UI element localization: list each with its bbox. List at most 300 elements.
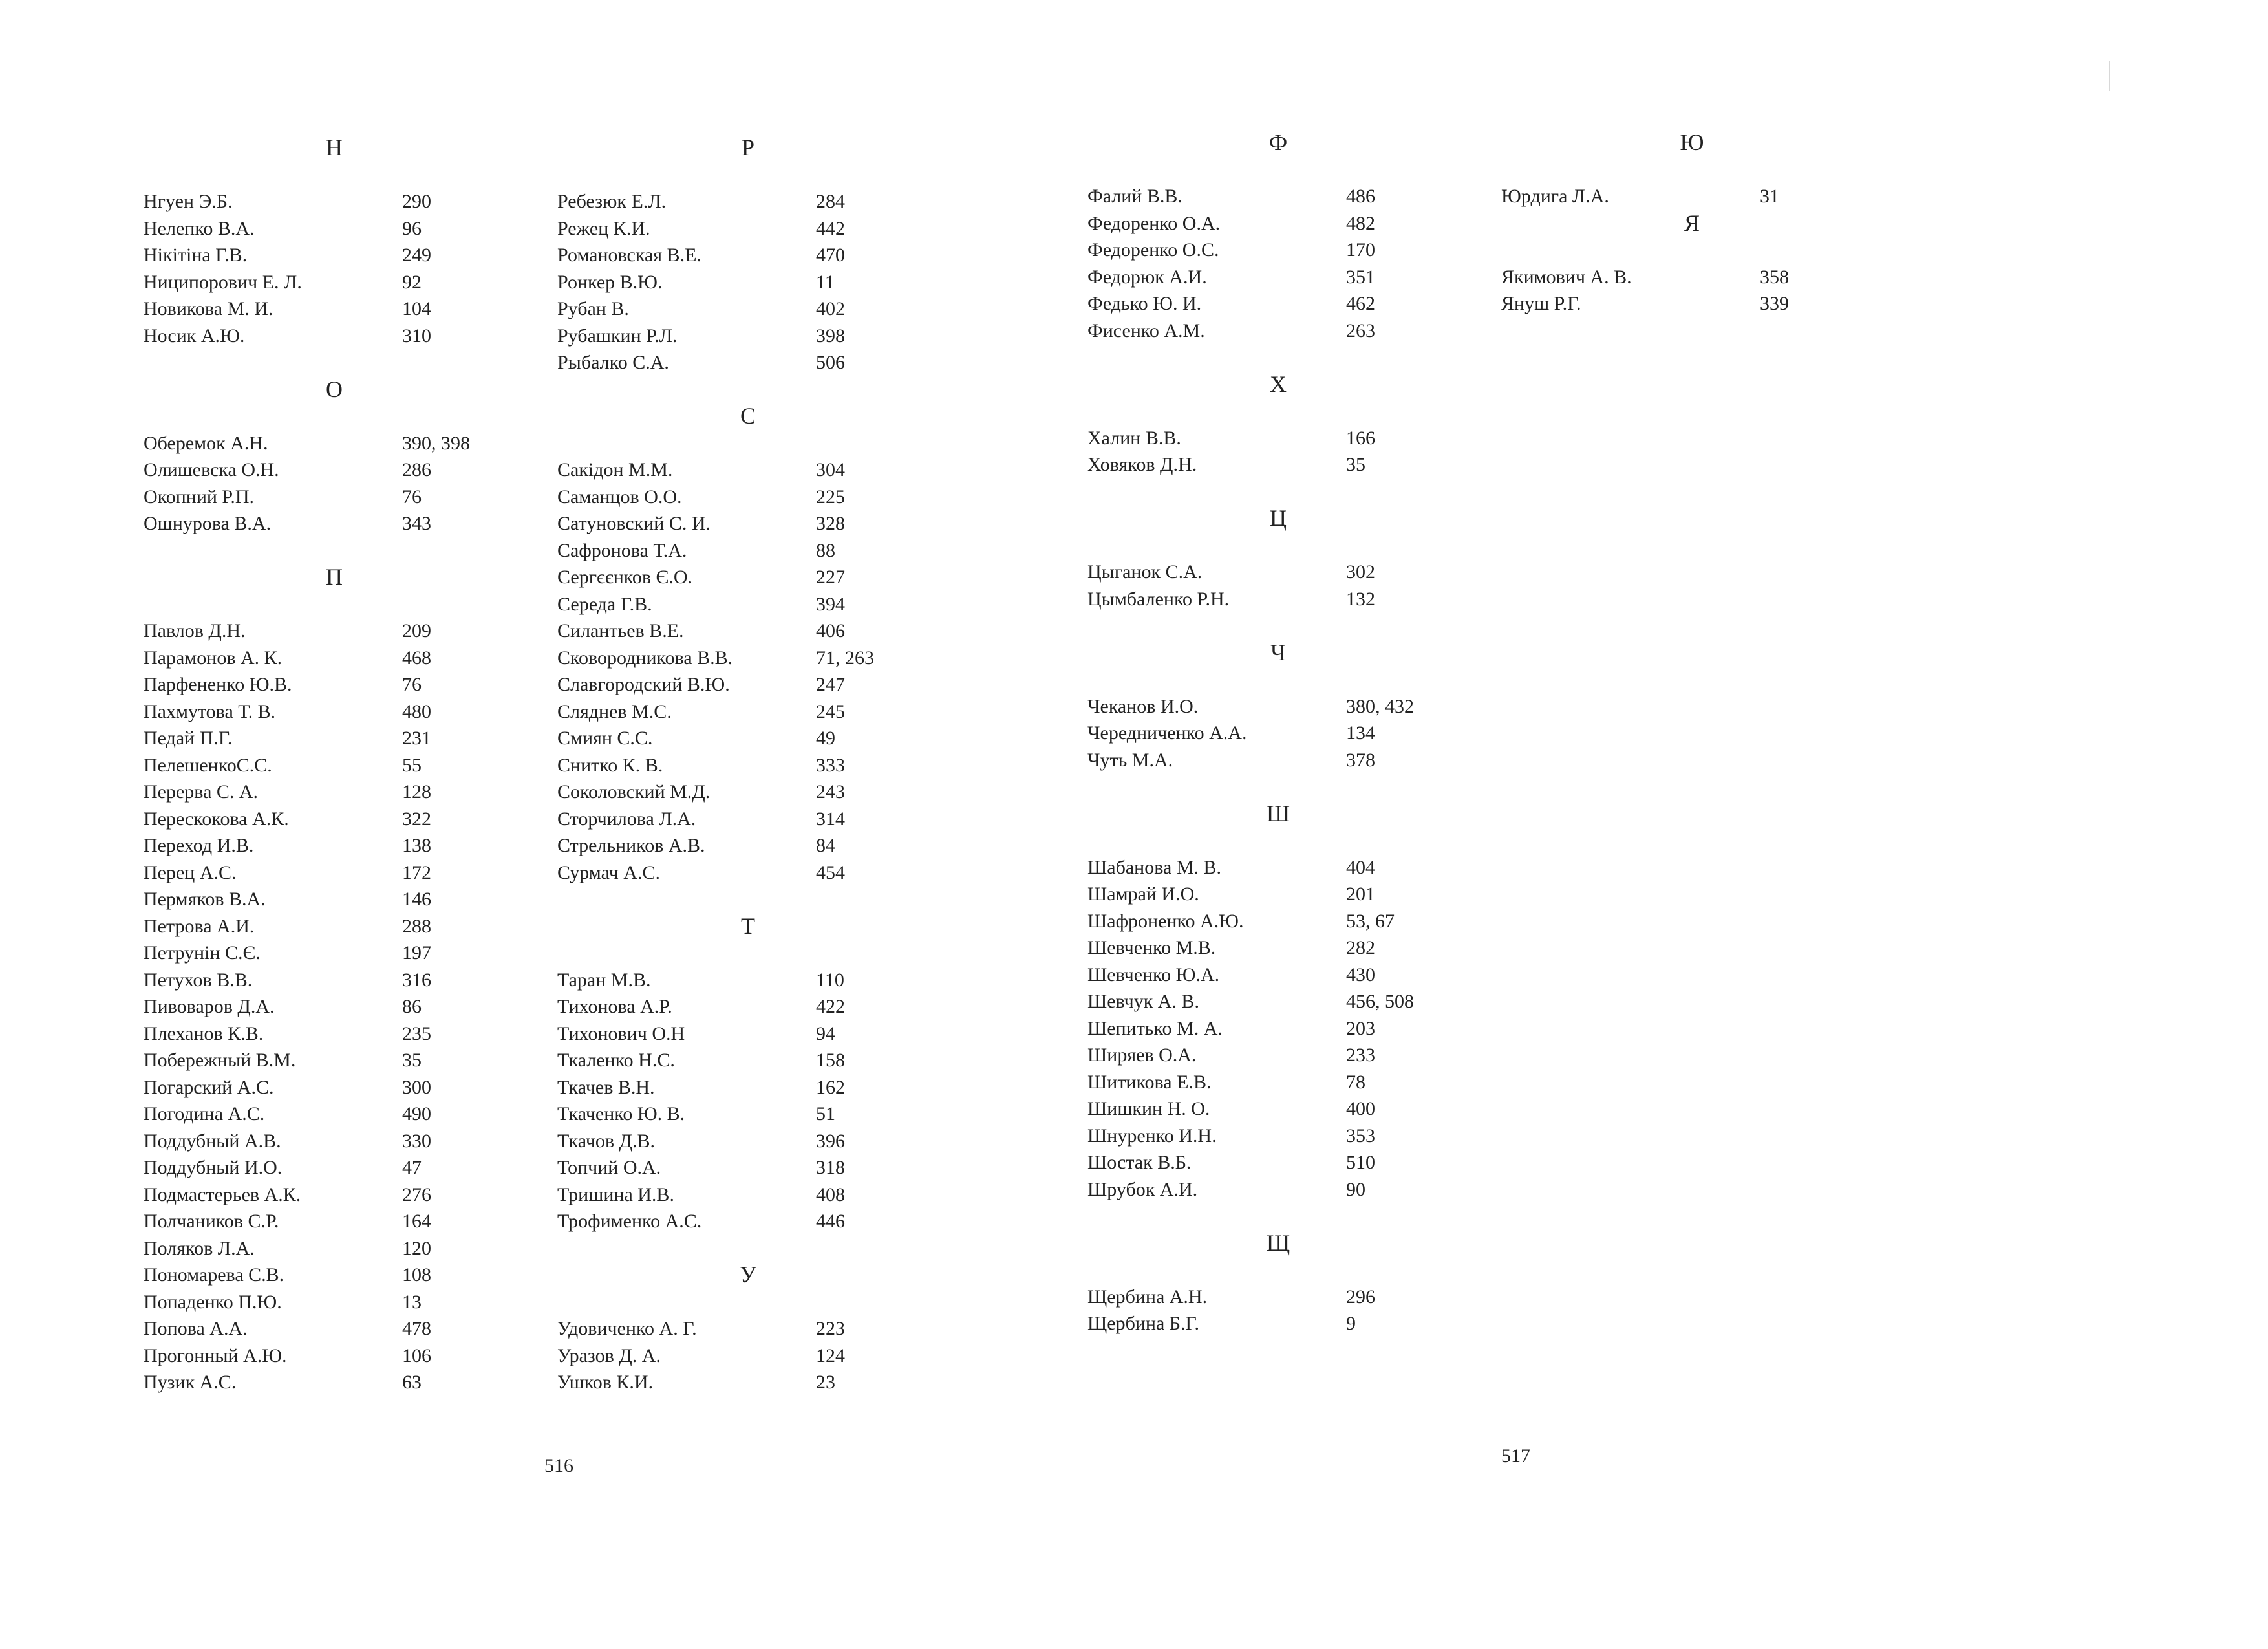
index-entry	[1087, 290, 1501, 318]
index-entry	[144, 886, 557, 913]
entry-pages: 404	[1346, 856, 1375, 878]
section-spacer	[557, 886, 971, 913]
entry-pages: 353	[1346, 1125, 1375, 1147]
section-spacer	[1087, 156, 1501, 184]
entry-name: Соколовский М.Д.	[557, 781, 711, 803]
entry-pages: 358	[1760, 266, 1789, 288]
section-spacer	[144, 591, 557, 618]
index-entry	[1087, 264, 1501, 291]
entry-name: Ховяков Д.Н.	[1087, 454, 1197, 475]
entry-name: Топчий О.А.	[557, 1157, 661, 1178]
index-entry	[557, 1020, 971, 1048]
index-entry	[1087, 237, 1501, 264]
index-entry	[557, 967, 971, 994]
entry-pages: 51	[816, 1103, 835, 1125]
entry-name: Шевченко М.В.	[1087, 937, 1216, 958]
index-column-1	[144, 135, 557, 1396]
entry-pages: 225	[816, 486, 845, 508]
index-entry	[144, 1315, 557, 1342]
entry-name: Шостак В.Б.	[1087, 1152, 1192, 1173]
entry-pages: 296	[1346, 1286, 1375, 1308]
entry-pages: 88	[816, 539, 835, 561]
entry-pages: 172	[402, 861, 431, 883]
index-entry	[557, 1342, 971, 1370]
entry-name: Поддубный А.В.	[144, 1130, 281, 1152]
entry-name: Оберемок А.Н.	[144, 432, 268, 454]
entry-name: Погарский А.С.	[144, 1076, 274, 1098]
scan-edge-mark	[2109, 61, 2110, 91]
entry-name: Рыбалко С.А.	[557, 352, 669, 373]
index-entry	[144, 832, 557, 859]
index-entry	[557, 591, 971, 618]
entry-pages: 86	[402, 996, 422, 1017]
entry-name: Ниципорович Е. Л.	[144, 271, 302, 293]
entry-name: Петрова А.И.	[144, 915, 255, 937]
index-entry	[1087, 854, 1501, 881]
entry-name: Януш Р.Г.	[1501, 293, 1581, 314]
entry-pages: 110	[816, 969, 844, 991]
index-entry	[557, 1154, 971, 1181]
entry-name: Тихонова А.Р.	[557, 996, 672, 1017]
section-letter: Ю	[1680, 129, 1704, 155]
entry-pages: 9	[1346, 1313, 1356, 1334]
index-entry	[144, 859, 557, 887]
section-letter: Ш	[1266, 800, 1290, 826]
index-entry	[144, 1262, 557, 1289]
entry-pages: 108	[402, 1264, 431, 1286]
index-entry	[557, 269, 971, 296]
index-column-3	[1087, 129, 1501, 1337]
entry-pages: 233	[1346, 1044, 1375, 1066]
entry-pages: 231	[402, 727, 431, 749]
entry-name: Ошнурова В.А.	[144, 513, 272, 534]
index-entry	[144, 940, 557, 967]
entry-name: Нікітіна Г.В.	[144, 244, 248, 266]
entry-name: Фалий В.В.	[1087, 186, 1182, 207]
index-entry	[557, 671, 971, 698]
entry-pages: 263	[1346, 319, 1375, 341]
entry-pages: 380, 432	[1346, 695, 1414, 717]
entry-pages: 120	[402, 1237, 431, 1259]
entry-pages: 162	[816, 1076, 845, 1098]
entry-name: Чуть М.А.	[1087, 749, 1173, 771]
entry-pages: 124	[816, 1344, 845, 1366]
entry-name: Олишевска О.Н.	[144, 459, 279, 480]
index-entry	[1087, 908, 1501, 935]
index-entry	[1087, 183, 1501, 210]
entry-name: Шамрай И.О.	[1087, 883, 1199, 905]
index-entry	[557, 1101, 971, 1128]
entry-name: Окопний Р.П.	[144, 486, 255, 508]
entry-name: Федько Ю. И.	[1087, 293, 1202, 314]
entry-pages: 318	[816, 1157, 845, 1178]
index-entry	[557, 859, 971, 887]
entry-name: Сатуновский С. И.	[557, 513, 711, 534]
index-entry	[557, 323, 971, 350]
index-entry	[144, 618, 557, 645]
entry-name: Сафронова Т.А.	[557, 539, 687, 561]
entry-pages: 456, 508	[1346, 991, 1414, 1012]
entry-pages: 31	[1760, 186, 1779, 207]
index-entry	[1087, 1095, 1501, 1123]
entry-pages: 49	[816, 727, 835, 749]
index-entry	[557, 349, 971, 376]
entry-name: Таран М.В.	[557, 969, 651, 991]
section-spacer	[1087, 398, 1501, 425]
index-entry	[144, 1020, 557, 1048]
index-entry	[557, 537, 971, 565]
entry-name: Цыганок С.А.	[1087, 561, 1203, 583]
entry-pages: 470	[816, 244, 845, 266]
section-letter: Ч	[1270, 639, 1286, 665]
entry-name: Рубашкин Р.Л.	[557, 325, 678, 347]
index-entry	[557, 618, 971, 645]
entry-pages: 430	[1346, 964, 1375, 986]
entry-pages: 406	[816, 620, 845, 641]
entry-pages: 282	[1346, 937, 1375, 958]
section-spacer	[1087, 1256, 1501, 1284]
entry-name: Смиян С.С.	[557, 727, 653, 749]
section-letter: Т	[741, 912, 755, 939]
index-entry	[1087, 693, 1501, 720]
index-entry	[144, 323, 557, 350]
entry-name: Снитко К. В.	[557, 754, 663, 776]
entry-name: Плеханов К.В.	[144, 1022, 264, 1044]
entry-name: Полчаников С.Р.	[144, 1211, 279, 1232]
entry-pages: 398	[816, 325, 845, 347]
entry-pages: 84	[816, 835, 835, 856]
index-entry	[144, 1181, 557, 1209]
entry-pages: 322	[402, 808, 431, 830]
entry-pages: 13	[402, 1291, 422, 1313]
section-letter: Н	[326, 135, 343, 160]
entry-name: Поляков Л.А.	[144, 1237, 255, 1259]
entry-name: Пономарева С.В.	[144, 1264, 284, 1286]
entry-name: Трофименко А.С.	[557, 1211, 702, 1232]
entry-name: ПелешенкоС.С.	[144, 754, 272, 776]
index-entry	[1087, 1015, 1501, 1042]
entry-name: Ткаленко Н.С.	[557, 1050, 675, 1071]
entry-pages: 482	[1346, 212, 1375, 234]
section-spacer	[557, 940, 971, 967]
index-entry	[1501, 183, 1915, 210]
index-entry	[557, 752, 971, 779]
entry-pages: 227	[816, 566, 845, 588]
entry-name: Середа Г.В.	[557, 593, 652, 615]
entry-pages: 201	[1346, 883, 1375, 905]
entry-pages: 442	[816, 217, 845, 239]
index-entry	[144, 806, 557, 833]
index-entry	[557, 779, 971, 806]
index-entry	[557, 1369, 971, 1396]
entry-name: Погодина А.С.	[144, 1103, 265, 1125]
index-entry	[144, 1208, 557, 1235]
entry-pages: 94	[816, 1022, 835, 1044]
entry-pages: 490	[402, 1103, 431, 1125]
index-entry	[557, 1315, 971, 1342]
index-entry	[1501, 264, 1915, 291]
entry-name: Носик А.Ю.	[144, 325, 245, 347]
entry-name: Стрельников А.В.	[557, 835, 705, 856]
entry-name: Попаденко П.Ю.	[144, 1291, 282, 1313]
index-entry	[1087, 1042, 1501, 1069]
entry-name: Парфененко Ю.В.	[144, 674, 292, 695]
entry-name: Попова А.А.	[144, 1318, 248, 1339]
entry-name: Ткаченко Ю. В.	[557, 1103, 685, 1125]
page-number-left: 516	[544, 1455, 573, 1476]
entry-pages: 96	[402, 217, 422, 239]
entry-name: Сурмач А.С.	[557, 861, 660, 883]
entry-pages: 90	[1346, 1178, 1365, 1200]
entry-name: Ткачев В.Н.	[557, 1076, 655, 1098]
index-entry	[144, 645, 557, 672]
entry-name: Фисенко А.М.	[1087, 319, 1205, 341]
entry-pages: 106	[402, 1344, 431, 1366]
index-entry	[144, 1074, 557, 1101]
entry-pages: 394	[816, 593, 845, 615]
index-entry	[557, 457, 971, 484]
section-letter: Р	[741, 135, 755, 160]
entry-pages: 480	[402, 700, 431, 722]
index-entry	[144, 1289, 557, 1316]
index-entry	[557, 993, 971, 1020]
entry-pages: 290	[402, 191, 431, 212]
section-letter: Щ	[1266, 1229, 1290, 1256]
entry-pages: 55	[402, 754, 422, 776]
entry-name: Шитикова Е.В.	[1087, 1071, 1212, 1093]
entry-name: Петухов В.В.	[144, 969, 253, 991]
entry-pages: 288	[402, 915, 431, 937]
entry-pages: 243	[816, 781, 845, 803]
entry-pages: 390, 398	[402, 432, 470, 454]
section-spacer	[1087, 666, 1501, 693]
section-spacer	[1501, 237, 1915, 264]
entry-pages: 276	[402, 1183, 431, 1205]
entry-pages: 462	[1346, 293, 1375, 314]
entry-name: Федоренко О.А.	[1087, 212, 1221, 234]
entry-pages: 304	[816, 459, 845, 480]
entry-pages: 396	[816, 1130, 845, 1152]
entry-name: Сковородникова В.В.	[557, 647, 733, 669]
entry-name: Якимович А. В.	[1501, 266, 1632, 288]
index-entry	[557, 725, 971, 752]
index-entry	[144, 698, 557, 726]
index-entry	[1087, 1149, 1501, 1176]
section-spacer	[1087, 532, 1501, 559]
index-entry	[557, 510, 971, 537]
entry-pages: 400	[1346, 1098, 1375, 1119]
entry-name: Пермяков В.А.	[144, 889, 266, 910]
entry-pages: 446	[816, 1211, 845, 1232]
section-spacer	[557, 162, 971, 189]
section-letter: П	[326, 564, 343, 590]
entry-name: Юрдига Л.А.	[1501, 186, 1609, 207]
index-entry	[557, 215, 971, 242]
entry-pages: 164	[402, 1211, 431, 1232]
entry-name: Поддубный И.О.	[144, 1157, 283, 1178]
entry-pages: 284	[816, 191, 845, 212]
entry-pages: 339	[1760, 293, 1789, 314]
section-spacer	[144, 403, 557, 430]
section-letter: Я	[1684, 210, 1700, 236]
entry-name: Шрубок А.И.	[1087, 1178, 1198, 1200]
entry-name: Ширяев О.А.	[1087, 1044, 1197, 1066]
entry-name: Новикова М. И.	[144, 298, 273, 319]
entry-name: Ушков К.И.	[557, 1372, 654, 1393]
entry-pages: 468	[402, 647, 431, 669]
entry-pages: 300	[402, 1076, 431, 1098]
entry-pages: 378	[1346, 749, 1375, 771]
entry-name: Перец А.С.	[144, 861, 237, 883]
entry-pages: 351	[1346, 266, 1375, 288]
index-entry	[1501, 290, 1915, 318]
section-spacer	[1087, 479, 1501, 506]
index-entry	[144, 779, 557, 806]
entry-name: Чеканов И.О.	[1087, 695, 1199, 717]
entry-name: Сляднев М.С.	[557, 700, 672, 722]
entry-name: Педай П.Г.	[144, 727, 233, 749]
index-entry	[1087, 586, 1501, 613]
index-entry	[1087, 451, 1501, 479]
entry-name: Шабанова М. В.	[1087, 856, 1221, 878]
entry-pages: 235	[402, 1022, 431, 1044]
entry-pages: 71, 263	[816, 647, 874, 669]
entry-name: Славгородский В.Ю.	[557, 674, 730, 695]
entry-pages: 247	[816, 674, 845, 695]
entry-name: Федорюк А.И.	[1087, 266, 1207, 288]
entry-pages: 286	[402, 459, 431, 480]
entry-name: Ронкер В.Ю.	[557, 271, 663, 293]
index-entry	[557, 1208, 971, 1235]
index-entry	[144, 1369, 557, 1396]
entry-name: Щербина А.Н.	[1087, 1286, 1208, 1308]
index-entry	[144, 752, 557, 779]
entry-name: Побережный В.М.	[144, 1050, 296, 1071]
entry-name: Цымбаленко Р.Н.	[1087, 588, 1230, 610]
entry-pages: 209	[402, 620, 431, 641]
entry-pages: 35	[402, 1050, 422, 1071]
section-letter: Ф	[1268, 129, 1288, 155]
entry-name: Шнуренко И.Н.	[1087, 1125, 1217, 1147]
entry-pages: 158	[816, 1050, 845, 1071]
entry-name: Прогонный А.Ю.	[144, 1344, 287, 1366]
index-entry	[144, 457, 557, 484]
index-entry	[1087, 1176, 1501, 1203]
section-letter: О	[326, 376, 343, 402]
index-entry	[1087, 988, 1501, 1015]
index-entry	[1087, 881, 1501, 908]
entry-pages: 128	[402, 781, 431, 803]
entry-pages: 170	[1346, 239, 1375, 261]
entry-name: Халин В.В.	[1087, 427, 1181, 449]
entry-name: Щербина Б.Г.	[1087, 1313, 1199, 1334]
entry-name: Чередниченко А.А.	[1087, 722, 1247, 744]
index-entry	[1087, 747, 1501, 774]
entry-pages: 23	[816, 1372, 835, 1393]
index-entry	[1087, 1069, 1501, 1096]
section-letter: Ц	[1270, 505, 1287, 531]
entry-name: Переход И.В.	[144, 835, 254, 856]
entry-name: Режец К.И.	[557, 217, 650, 239]
entry-pages: 63	[402, 1372, 422, 1393]
entry-pages: 134	[1346, 722, 1375, 744]
index-entry	[144, 993, 557, 1020]
entry-name: Рубан В.	[557, 298, 629, 319]
index-entry	[144, 1047, 557, 1074]
index-entry	[1087, 962, 1501, 989]
entry-name: Нелепко В.А.	[144, 217, 255, 239]
index-column-2	[557, 135, 971, 1396]
index-entry	[144, 242, 557, 269]
index-entry	[144, 1128, 557, 1155]
entry-pages: 245	[816, 700, 845, 722]
index-entry	[1087, 318, 1501, 345]
entry-name: Тихонович О.Н	[557, 1022, 685, 1044]
index-entry	[144, 484, 557, 511]
index-entry	[557, 242, 971, 269]
section-spacer	[144, 349, 557, 376]
entry-pages: 486	[1346, 186, 1375, 207]
index-entry	[557, 484, 971, 511]
entry-pages: 310	[402, 325, 431, 347]
entry-name: Павлов Д.Н.	[144, 620, 246, 641]
entry-name: Федоренко О.С.	[1087, 239, 1219, 261]
page-number-right: 517	[1501, 1445, 1530, 1467]
entry-pages: 92	[402, 271, 422, 293]
entry-pages: 330	[402, 1130, 431, 1152]
entry-pages: 343	[402, 513, 431, 534]
index-entry	[1087, 720, 1501, 747]
entry-pages: 35	[1346, 454, 1365, 475]
entry-pages: 402	[816, 298, 845, 319]
entry-name: Удовиченко А. Г.	[557, 1318, 697, 1339]
entry-pages: 333	[816, 754, 845, 776]
entry-pages: 478	[402, 1318, 431, 1339]
entry-pages: 197	[402, 942, 431, 964]
index-entry	[557, 1074, 971, 1101]
entry-name: Шишкин Н. О.	[1087, 1098, 1210, 1119]
index-entry	[144, 296, 557, 323]
entry-pages: 316	[402, 969, 431, 991]
index-column-4	[1501, 129, 1915, 318]
entry-pages: 422	[816, 996, 845, 1017]
section-spacer	[557, 1289, 971, 1316]
entry-pages: 76	[402, 486, 422, 508]
index-entry	[557, 698, 971, 726]
entry-name: Шепитько М. А.	[1087, 1017, 1223, 1039]
index-entry	[144, 1235, 557, 1262]
index-entry	[1087, 1310, 1501, 1337]
section-spacer	[1087, 344, 1501, 371]
entry-name: Романовская В.Е.	[557, 244, 701, 266]
entry-name: Шевчук А. В.	[1087, 991, 1199, 1012]
index-entry	[1087, 934, 1501, 962]
entry-pages: 146	[402, 889, 431, 910]
index-entry	[144, 725, 557, 752]
index-entry	[557, 1181, 971, 1209]
index-entry	[144, 1101, 557, 1128]
entry-pages: 53, 67	[1346, 910, 1395, 932]
entry-name: Пузик А.С.	[144, 1372, 237, 1393]
section-letter: У	[740, 1262, 756, 1288]
entry-name: Тришина И.В.	[557, 1183, 674, 1205]
entry-name: Парамонов А. К.	[144, 647, 283, 669]
entry-pages: 314	[816, 808, 845, 830]
index-entry	[1087, 1284, 1501, 1311]
entry-pages: 11	[816, 271, 835, 293]
entry-name: Пивоваров Д.А.	[144, 996, 275, 1017]
section-spacer	[1087, 1203, 1501, 1230]
